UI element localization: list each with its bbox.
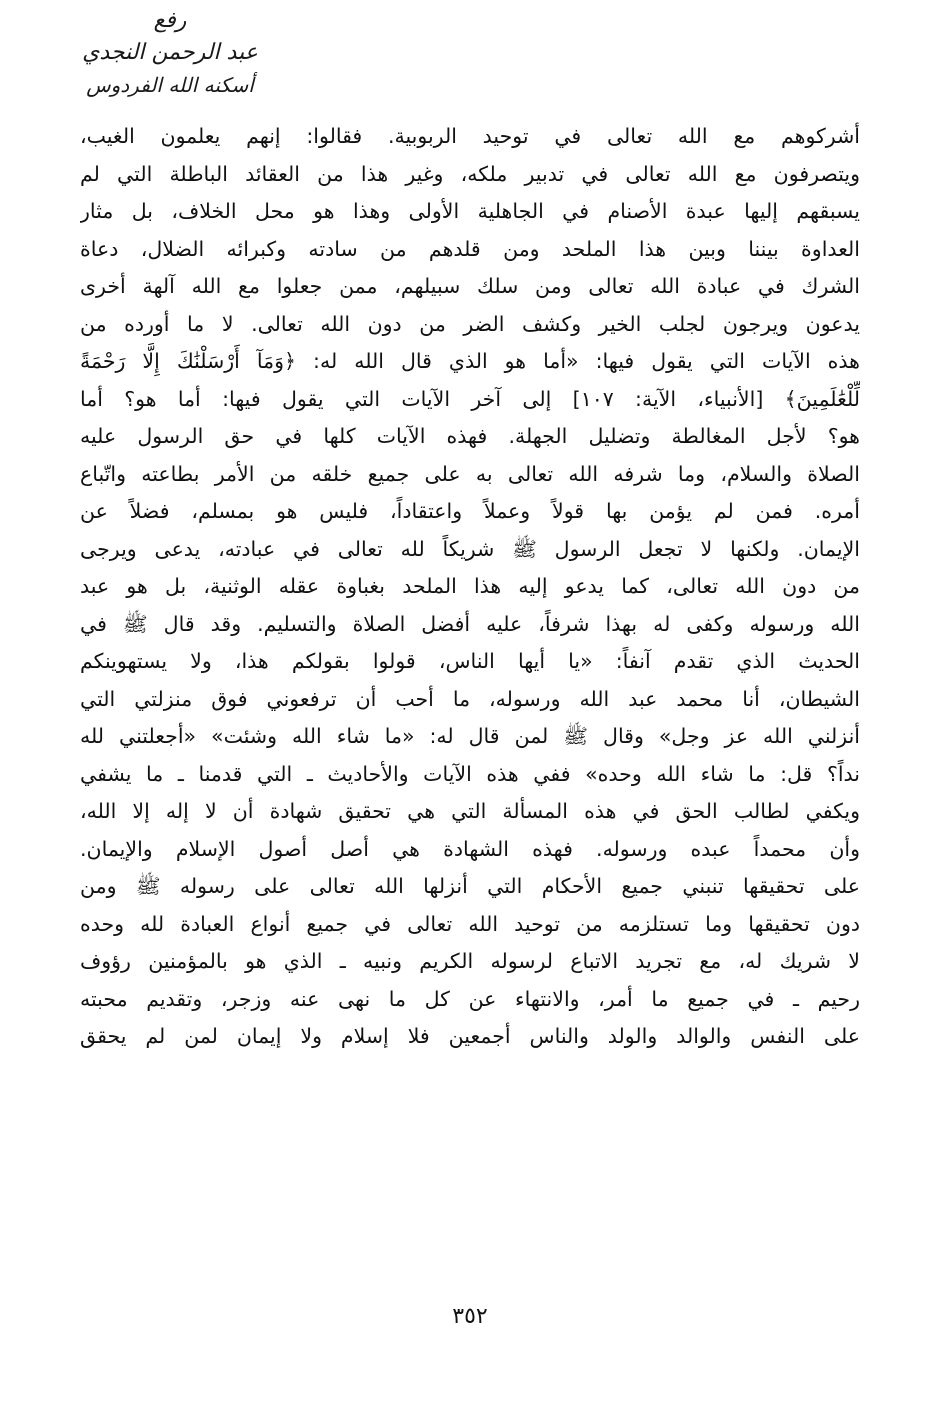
text-line: الحديث الذي تقدم آنفاً: «يا أيها الناس، قولوا بقولكم هذا، ولا يستهوينكم [80,649,860,673]
text-line: ويكفي لطالب الحق في هذه المسألة التي هي تحقيق شهادة أن لا إله إلا الله، [80,799,860,823]
text-line: أمره. فمن لم يؤمن بها قولاً وعملاً واعتقاداً، فليس هو بمسلم، فضلاً عن [80,499,860,523]
stamp-line-2: عبد الرحمن النجدي [82,40,258,65]
stamp-line-3: أسكنه الله الفردوس [86,73,254,97]
text-line: أشركوهم مع الله تعالى في توحيد الربوبية. فقالوا: إنهم يعلمون الغيب، [80,124,860,148]
text-line: ويتصرفون مع الله تعالى في تدبير ملكه، وغير هذا من العقائد الباطلة التي لم [80,161,860,186]
text-line: يدعون ويرجون لجلب الخير وكشف الضر من دون الله تعالى. لا ما أورده من [80,311,860,336]
body-text [80,118,860,1056]
text-line: هو؟ لأجل المغالطة وتضليل الجهلة. فهذه الآيات كلها في حق الرسول عليه [80,424,860,448]
text-line: هذه الآيات التي يقول فيها: «أما هو الذي قال الله له: ﴿وَمَآ أَرْسَلْنَٰكَ إِلَّا رَحْمَةً [80,349,860,373]
ownership-stamp [80,6,260,111]
text-line: لِّلْعَٰلَمِينَ﴾ [الأنبياء، الآية: ١٠٧] إلى آخر الآيات التي يقول فيها: أما هو؟ أما [80,386,860,411]
text-line: على النفس والوالد والولد والناس أجمعين فلا إسلام ولا إيمان لمن لم يحقق [80,1024,860,1048]
text-line: نداً؟ قل: ما شاء الله وحده» ففي هذه الآيات والأحاديث ـ التي قدمنا ـ ما يشفي [80,761,860,786]
text-line: دون تحقيقها وما تستلزمه من توحيد الله تعالى في جميع أنواع العبادة لله وحده [80,911,860,936]
text-line: يسبقهم إليها عبدة الأصنام في الجاهلية الأولى وهذا هو محل الخلاف، بل مثار [80,199,860,223]
text-line: الشيطان، أنا محمد عبد الله ورسوله، ما أحب أن ترفعوني فوق منزلتي التي [80,686,860,711]
text-line: لا شريك له، مع تجريد الاتباع لرسوله الكريم ونبيه ـ الذي هو بالمؤمنين رؤوف [80,949,860,973]
page-number: ٣٥٢ [452,1304,488,1329]
text-line: الشرك في عبادة الله تعالى ومن سلك سبيلهم، ممن جعلوا مع الله آلهة أخرى [80,274,860,298]
text-line: أنزلني الله عز وجل» وقال ﷺ لمن قال له: «ما شاء الله وشئت» «أجعلتني لله [80,724,860,748]
text-line: الإيمان. ولكنها لا تجعل الرسول ﷺ شريكاً لله تعالى في عبادته، يدعى ويرجى [80,536,860,561]
text-line: الله ورسوله وكفى له بهذا شرفاً، عليه أفضل الصلاة والتسليم. وقد قال ﷺ في [80,611,860,636]
text-line: الصلاة والسلام، وما شرفه الله تعالى به على جميع خلقه من الأمر بطاعته واتّباع [80,461,860,486]
text-line: على تحقيقها تنبني جميع الأحكام التي أنزلها الله تعالى على رسوله ﷺ ومن [80,874,860,898]
stamp-line-1: رفع [153,8,187,33]
text-line: من دون الله تعالى، كما يدعو إليه هذا الملحد بغباوة عقله الوثنية، بل هو عبد [80,574,860,598]
text-line: وأن محمداً عبده ورسوله. فهذه الشهادة هي أصل أصول الإسلام والإيمان. [80,836,860,861]
text-line: العداوة بيننا وبين هذا الملحد ومن قلدهم من سادته وكبرائه الضلال، دعاة [80,236,860,261]
text-line: رحيم ـ في جميع ما أمر، والانتهاء عن كل ما نهى عنه وزجر، وتقديم محبته [80,986,860,1011]
